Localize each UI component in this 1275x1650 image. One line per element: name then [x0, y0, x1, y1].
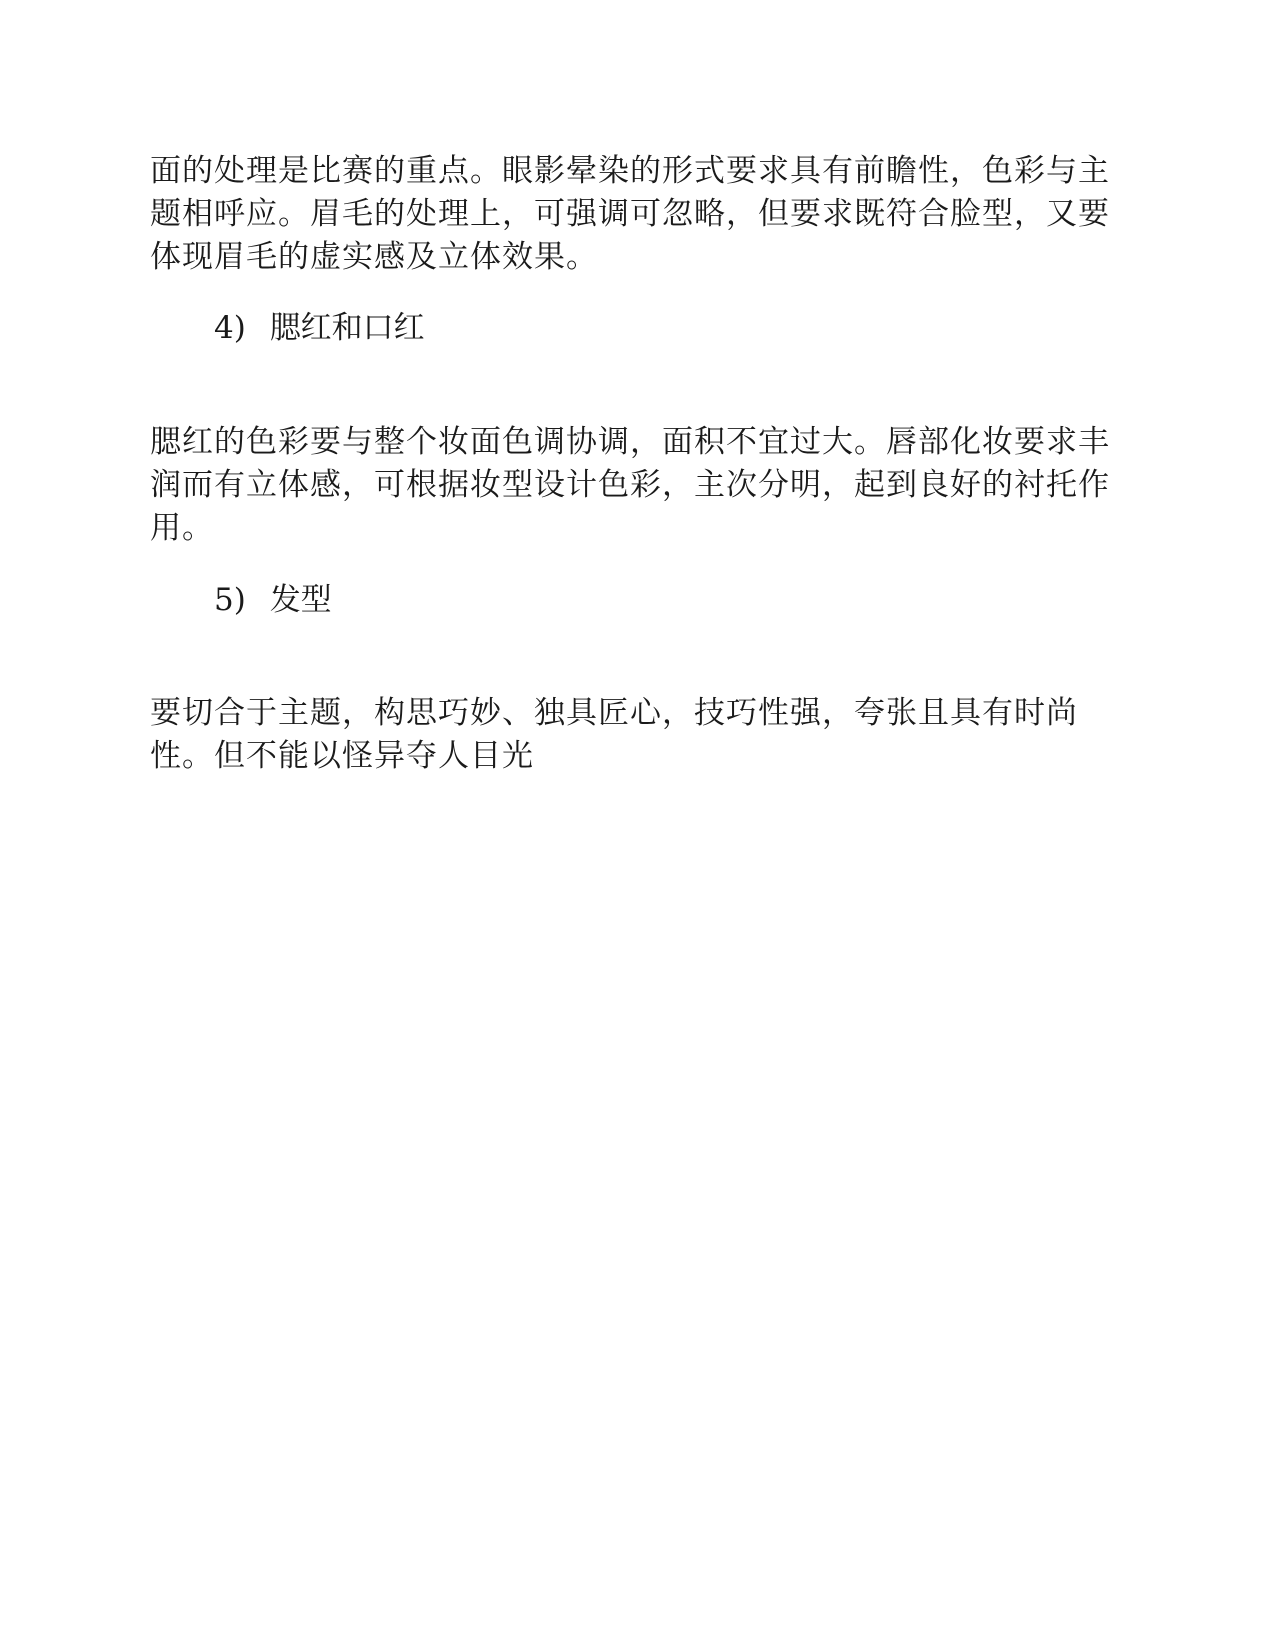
paragraph-eye-brow: 面的处理是比赛的重点。眼影晕染的形式要求具有前瞻性，色彩与主题相呼应。眉毛的处理上，可强调可忽略，但要求既符合脸型，又要体现眉毛的虚实感及立体效果。: [150, 153, 1110, 275]
section-heading-blush-lipstick: [214, 307, 425, 350]
section-number: 4): [214, 310, 246, 346]
section-heading-hairstyle: [214, 579, 332, 622]
paragraph-hairstyle: 要切合于主题，构思巧妙、独具匠心，技巧性强，夸张且具有时尚性。但不能以怪异夺人目光: [150, 695, 1078, 774]
section-number: 5): [214, 582, 246, 618]
section-title: 发型: [269, 582, 332, 618]
paragraph-blush-lipstick: 腮红的色彩要与整个妆面色调协调，面积不宜过大。唇部化妆要求丰润而有立体感，可根据妆型设计色彩，主次分明，起到良好的衬托作用。: [150, 424, 1110, 546]
section-title: 腮红和口红: [269, 310, 425, 346]
